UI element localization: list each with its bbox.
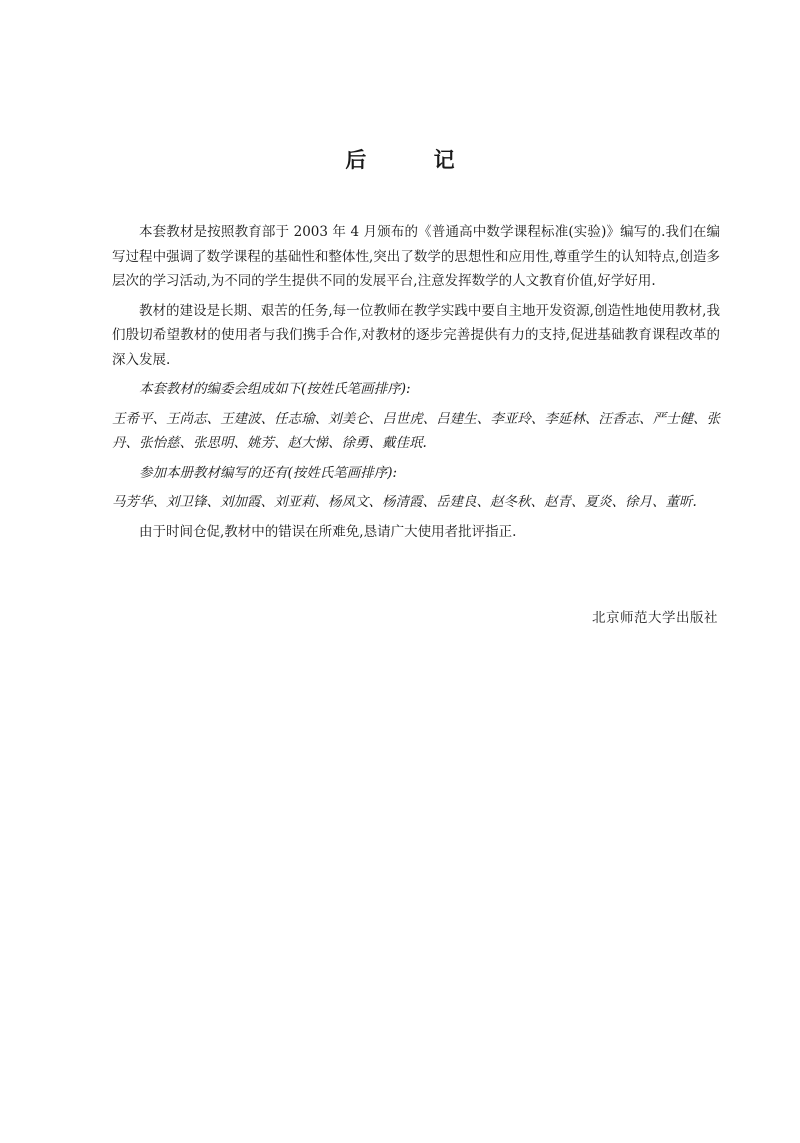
publisher-name: 北京师范大学出版社 xyxy=(592,610,718,626)
contributor-names: 马芳华、刘卫锋、刘加霞、刘亚莉、杨凤文、杨清霞、岳建良、赵冬秋、赵青、夏炎、徐月、董昕. xyxy=(112,494,697,510)
paragraph-contributors-intro: 参加本册教材编写的还有(按姓氏笔画排序): xyxy=(139,464,398,481)
afterword-body xyxy=(112,220,720,549)
paragraph-textbook-basis: 本套教材是按照教育部于 2003 年 4 月颁布的《普通高中数学课程标准(实验)》编写的.我们在编写过程中强调了数学课程的基础性和整体性,突出了数学的思想性和应用性,尊重学生的认知特点,创造多层次的学习活动,为不同的学生提供不同的发展平台,注意发挥数学的人文教育价值,好学好用. xyxy=(112,224,720,289)
paragraph-editorial-board-intro: 本套教材的编委会组成如下(按姓氏笔画排序): xyxy=(139,381,411,397)
paragraph-textbook-construction: 教材的建设是长期、艰苦的任务,每一位教师在教学实践中要自主地开发资源,创造性地使用教材,我们殷切希望教材的使用者与我们携手合作,对教材的逐步完善提供有力的支持,促进基础教育课程改革的深入发展. xyxy=(112,302,720,368)
paragraph-apology: 由于时间仓促,教材中的错误在所难免,恳请广大使用者批评指正. xyxy=(139,523,517,540)
page-title: 后 记 xyxy=(345,148,485,172)
editorial-board-names: 王希平、王尚志、王建波、任志瑜、刘美仑、吕世虎、吕建生、李亚玲、李延林、汪香志、严士健、张丹、张怡慈、张思明、姚芳、赵大悌、徐勇、戴佳珉. xyxy=(112,410,720,451)
